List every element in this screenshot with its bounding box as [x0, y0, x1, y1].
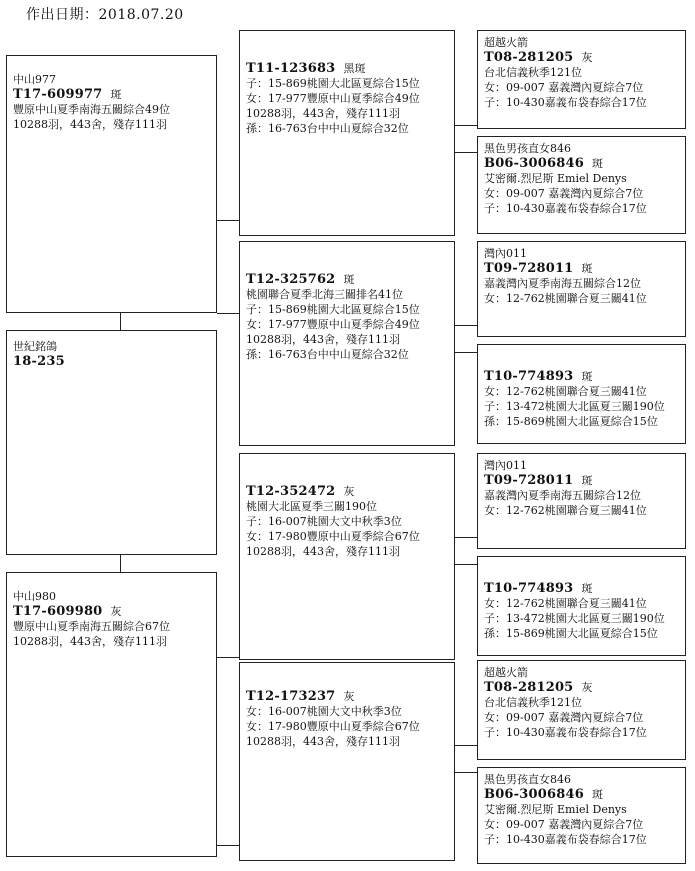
dam-color: 灰	[110, 605, 122, 618]
connector-line	[455, 564, 477, 565]
grandparent-record: 桃園聯合夏季北海三關排名41位	[246, 288, 403, 301]
grandparent-record: 女：17-980豐原中山夏季綜合67位	[246, 720, 420, 733]
ggp-color: 斑	[581, 474, 593, 487]
connector-line	[217, 657, 239, 658]
connector-line	[120, 313, 121, 330]
ggp-record: 子：10-430嘉義布袋春綜合17位	[484, 96, 647, 109]
ggp-color: 斑	[592, 788, 604, 801]
ggp-band-id: T10-774893 斑	[484, 369, 593, 384]
sire-record: 10288羽，443舍，殘存111羽	[13, 118, 167, 131]
connector-line	[217, 313, 239, 314]
ggp-band-id: T08-281205 灰	[484, 50, 593, 65]
ggp-band-id: T08-281205 灰	[484, 680, 593, 695]
creation-date: 作出日期：2018.07.20	[26, 7, 184, 23]
great-grandparent-card	[477, 30, 686, 129]
ggp-band-id: B06-3006846 斑	[484, 156, 604, 171]
ggp-record: 女：12-762桃園聯合夏三關41位	[484, 292, 647, 305]
sire-record: 豐原中山夏季南海五關綜合49位	[13, 103, 170, 116]
grandparent-band-id: T12-352472 灰	[246, 484, 355, 499]
dam-band-id: T17-609980 灰	[13, 604, 122, 619]
grandparent-color: 灰	[343, 690, 355, 703]
grandparent-card	[239, 662, 455, 861]
connector-line	[217, 220, 239, 221]
ggp-name: 黑色男孩直女846	[484, 142, 571, 155]
grandparent-record: 女：17-977豐原中山夏季綜合49位	[246, 318, 420, 331]
ggp-color: 斑	[581, 370, 593, 383]
great-grandparent-card	[477, 660, 686, 760]
ggp-name: 灣內011	[484, 459, 527, 472]
ggp-record: 女：09-007 嘉義灣內夏綜合7位	[484, 818, 644, 831]
grandparent-card	[239, 241, 455, 446]
ggp-record: 嘉義灣內夏季南海五關綜合12位	[484, 277, 641, 290]
ggp-record: 子：13-472桃園大北區夏三關190位	[484, 612, 665, 625]
ggp-record: 艾密爾.烈尼斯 Emiel Denys	[484, 172, 627, 185]
ggp-record: 女：09-007 嘉義灣內夏綜合7位	[484, 81, 644, 94]
grandparent-record: 孫：16-763台中中山夏綜合32位	[246, 122, 409, 135]
ggp-color: 灰	[581, 681, 593, 694]
sire-card	[6, 55, 217, 313]
grandparent-color: 斑	[343, 273, 355, 286]
ggp-band-id: T09-728011 斑	[484, 473, 593, 488]
great-grandparent-card	[477, 453, 686, 549]
connector-line	[455, 325, 477, 326]
connector-line	[455, 125, 477, 126]
great-grandparent-card	[477, 136, 686, 234]
subject-name: 世紀銘鴿	[13, 340, 57, 353]
ggp-color: 斑	[581, 262, 593, 275]
ggp-record: 孫：15-869桃園大北區夏綜合15位	[484, 627, 658, 640]
grandparent-card	[239, 453, 455, 660]
grandparent-record: 子：15-869桃園大北區夏綜合15位	[246, 77, 420, 90]
grandparent-record: 桃園大北區夏季三關190位	[246, 500, 377, 513]
grandparent-color: 黑斑	[343, 62, 366, 75]
grandparent-record: 女：17-980豐原中山夏季綜合67位	[246, 530, 420, 543]
grandparent-record: 孫：16-763台中中山夏綜合32位	[246, 348, 409, 361]
connector-line	[455, 352, 477, 353]
dam-name: 中山980	[13, 590, 56, 603]
ggp-record: 台北信義秋季121位	[484, 696, 582, 709]
subject-ring: 18-235	[13, 354, 65, 369]
ggp-name: 黑色男孩直女846	[484, 773, 571, 786]
ggp-record: 孫：15-869桃園大北區夏綜合15位	[484, 415, 658, 428]
ggp-name: 超越火箭	[484, 666, 528, 679]
ggp-color: 灰	[581, 51, 593, 64]
ggp-record: 台北信義秋季121位	[484, 66, 582, 79]
grandparent-color: 灰	[343, 485, 355, 498]
great-grandparent-card	[477, 767, 686, 864]
ggp-record: 嘉義灣內夏季南海五關綜合12位	[484, 489, 641, 502]
grandparent-record: 子：15-869桃園大北區夏綜合15位	[246, 303, 420, 316]
ggp-color: 斑	[592, 157, 604, 170]
grandparent-record: 子：16-007桃園大文中秋季3位	[246, 515, 402, 528]
grandparent-record: 10288羽，443舍，殘存111羽	[246, 735, 400, 748]
ggp-record: 女：12-762桃園聯合夏三關41位	[484, 385, 647, 398]
great-grandparent-card	[477, 241, 686, 337]
sire-color: 斑	[110, 88, 122, 101]
grandparent-band-id: T11-123683 黑斑	[246, 61, 366, 76]
sire-name: 中山977	[13, 73, 56, 86]
ggp-record: 艾密爾.烈尼斯 Emiel Denys	[484, 803, 627, 816]
ggp-record: 女：09-007 嘉義灣內夏綜合7位	[484, 711, 644, 724]
great-grandparent-card	[477, 344, 686, 444]
grandparent-record: 女：16-007桃園大文中秋季3位	[246, 705, 402, 718]
grandparent-record: 10288羽，443舍，殘存111羽	[246, 107, 400, 120]
connector-line	[455, 772, 477, 773]
ggp-record: 子：10-430嘉義布袋春綜合17位	[484, 726, 647, 739]
grandparent-record: 女：17-977豐原中山夏季綜合49位	[246, 92, 420, 105]
sire-band-id: T17-609977 斑	[13, 87, 122, 102]
ggp-record: 女：12-762桃園聯合夏三關41位	[484, 504, 647, 517]
ggp-band-id: T09-728011 斑	[484, 261, 593, 276]
dam-card	[6, 572, 217, 857]
ggp-band-id: B06-3006846 斑	[484, 787, 604, 802]
ggp-record: 子：13-472桃園大北區夏三關190位	[484, 400, 665, 413]
grandparent-card	[239, 30, 455, 236]
ggp-record: 女：09-007 嘉義灣內夏綜合7位	[484, 187, 644, 200]
ggp-color: 斑	[581, 582, 593, 595]
dam-record: 10288羽，443舍，殘存111羽	[13, 635, 167, 648]
connector-line	[455, 745, 477, 746]
ggp-name: 超越火箭	[484, 36, 528, 49]
grandparent-record: 10288羽，443舍，殘存111羽	[246, 545, 400, 558]
subject-card	[6, 330, 217, 555]
ggp-record: 子：10-430嘉義布袋春綜合17位	[484, 833, 647, 846]
dam-record: 豐原中山夏季南海五關綜合67位	[13, 620, 170, 633]
connector-line	[455, 152, 477, 153]
ggp-band-id: T10-774893 斑	[484, 581, 593, 596]
grandparent-band-id: T12-325762 斑	[246, 272, 355, 287]
great-grandparent-card	[477, 556, 686, 656]
grandparent-record: 10288羽，443舍，殘存111羽	[246, 333, 400, 346]
ggp-name: 灣內011	[484, 247, 527, 260]
ggp-record: 子：10-430嘉義布袋春綜合17位	[484, 202, 647, 215]
connector-line	[120, 555, 121, 572]
connector-line	[217, 845, 239, 846]
ggp-record: 女：12-762桃園聯合夏三關41位	[484, 597, 647, 610]
grandparent-band-id: T12-173237 灰	[246, 689, 355, 704]
connector-line	[455, 537, 477, 538]
